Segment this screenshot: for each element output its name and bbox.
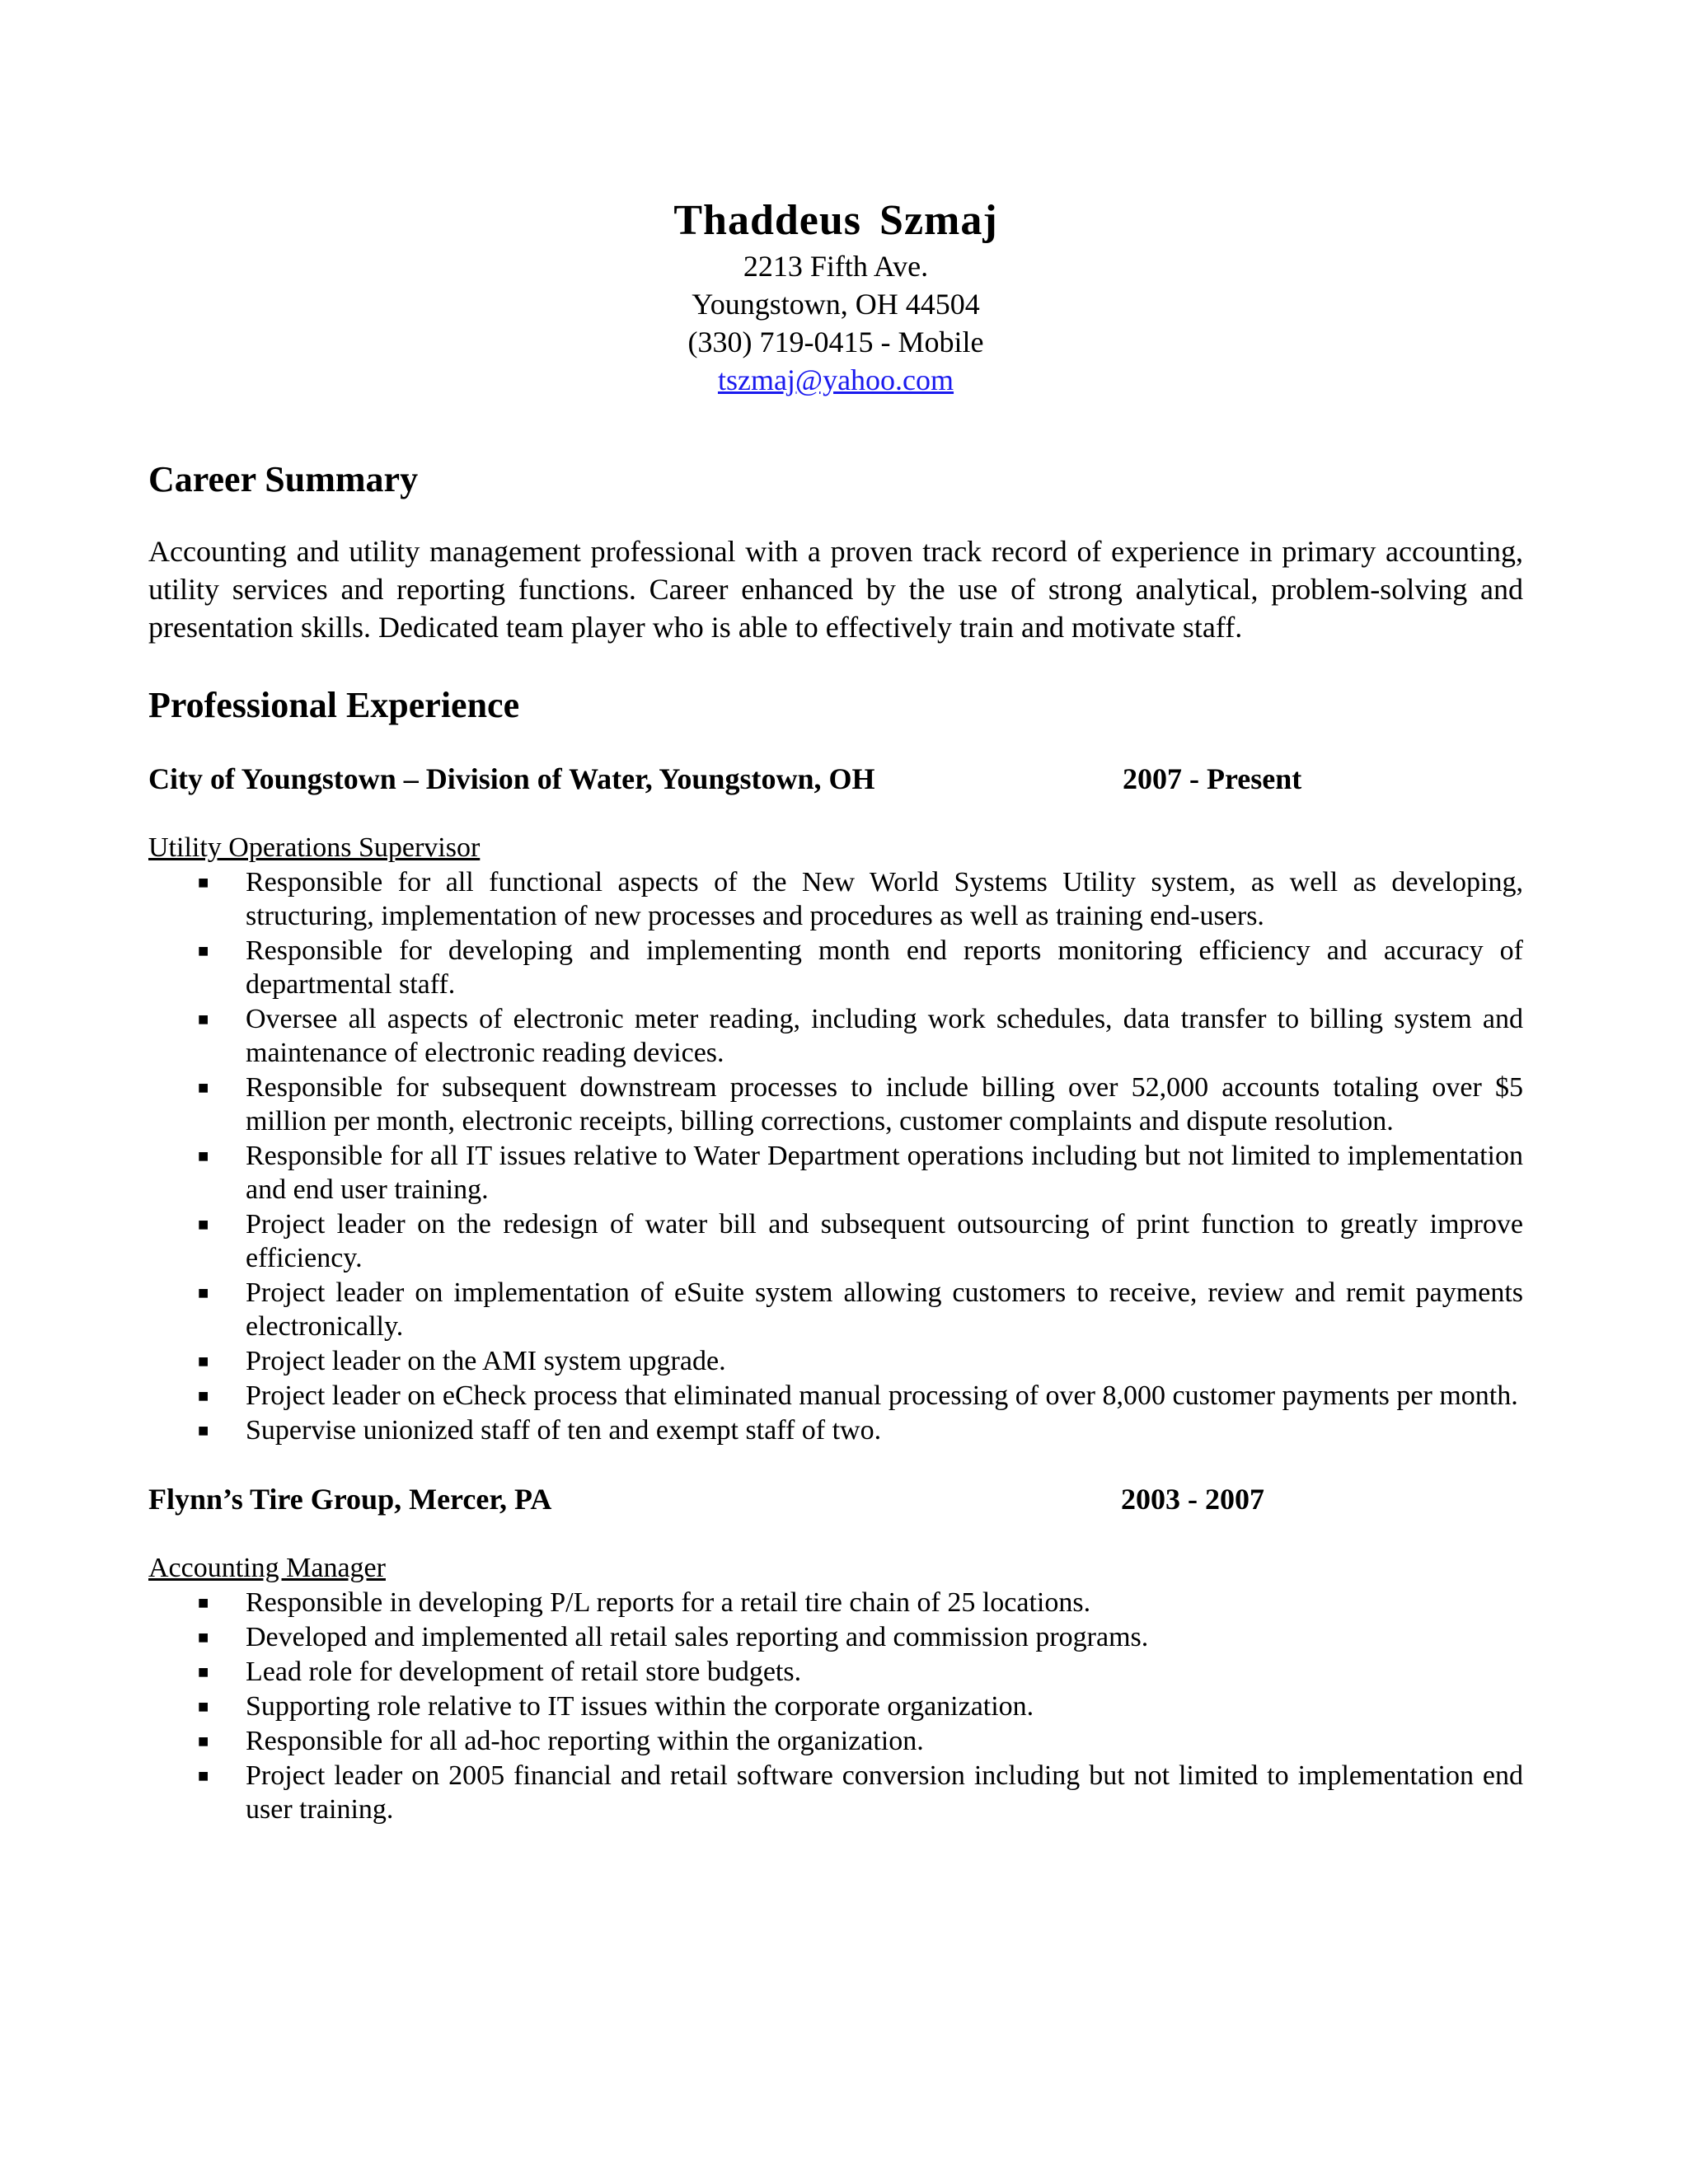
duty-text: Lead role for development of retail store budgets. [246, 1657, 802, 1687]
bullet-icon: ■ [198, 1765, 209, 1786]
bullet-icon: ■ [198, 872, 209, 893]
job-dates: 2007 - Present [1123, 762, 1302, 795]
job-employer: City of Youngstown – Division of Water, Youngstown, OH [148, 762, 875, 795]
duty-text: Responsible for all IT issues relative to Water Department operations including but not limited to implementation and end user training. [246, 1141, 1523, 1205]
job-dates: 2003 - 2007 [1121, 1483, 1264, 1516]
bullet-icon: ■ [198, 1627, 209, 1647]
bullet-icon: ■ [198, 1146, 209, 1166]
duty-text: Project leader on the AMI system upgrade. [246, 1346, 726, 1376]
duty-item [148, 1413, 1523, 1447]
duty-list [148, 865, 1523, 1447]
duty-item [148, 1071, 1523, 1138]
bullet-icon: ■ [198, 1661, 209, 1682]
duty-item [148, 865, 1523, 933]
duty-text: Project leader on implementation of eSuite system allowing customers to receive, review and remit payments electronically. [246, 1277, 1523, 1342]
duty-item [148, 1207, 1523, 1275]
professional-experience-heading: Professional Experience [148, 685, 520, 725]
duty-item [148, 1759, 1523, 1826]
bullet-icon: ■ [198, 1731, 209, 1751]
job-title: Accounting Manager [148, 1553, 386, 1583]
duty-item [148, 1139, 1523, 1207]
career-summary-heading: Career Summary [148, 459, 419, 499]
job-header [148, 760, 1523, 798]
duty-text: Supporting role relative to IT issues within the corporate organization. [246, 1691, 1034, 1722]
email-line [148, 361, 1523, 399]
duty-item [148, 934, 1523, 1001]
duty-text: Project leader on the redesign of water bill and subsequent outsourcing of print function to greatly improve efficiency. [246, 1209, 1523, 1273]
candidate-name: Thaddeus Szmaj [673, 197, 998, 244]
bullet-icon: ■ [198, 1696, 209, 1717]
job-entry [148, 1480, 1523, 1826]
address-line-1: 2213 Fifth Ave. [743, 250, 929, 283]
bullet-icon: ■ [198, 1009, 209, 1029]
duty-text: Responsible for subsequent downstream processes to include billing over 52,000 accounts totaling over $5 million per month, electronic receipts, billing corrections, customer complaints and dispute resolution. [246, 1072, 1523, 1137]
duty-text: Responsible for all ad-hoc reporting within the organization. [246, 1726, 924, 1756]
duty-text: Oversee all aspects of electronic meter reading, including work schedules, data transfer to billing system and maintenance of electronic reading devices. [246, 1004, 1523, 1068]
phone-number: (330) 719-0415 - Mobile [687, 326, 984, 359]
duty-item [148, 1620, 1523, 1654]
duty-text: Developed and implemented all retail sales reporting and commission programs. [246, 1622, 1149, 1652]
bullet-icon: ■ [198, 940, 209, 961]
duty-item [148, 1655, 1523, 1689]
duty-item [148, 1379, 1523, 1413]
duty-item [148, 1724, 1523, 1758]
duty-text: Project leader on eCheck process that eliminated manual processing of over 8,000 customer payments per month. [246, 1380, 1518, 1411]
duty-text: Responsible for developing and implementing month end reports monitoring efficiency and accuracy of departmental staff. [246, 935, 1523, 1000]
duty-item [148, 1586, 1523, 1619]
duty-item [148, 1344, 1523, 1378]
duty-text: Responsible in developing P/L reports for a retail tire chain of 25 locations. [246, 1587, 1091, 1618]
duty-item [148, 1002, 1523, 1070]
job-entry [148, 760, 1523, 1447]
email-link[interactable]: tszmaj@yahoo.com [717, 363, 954, 396]
duty-text: Responsible for all functional aspects of the New World Systems Utility system, as well as developing, structuring, implementation of new processes and procedures as well as training end-users. [246, 867, 1523, 931]
bullet-icon: ■ [198, 1385, 209, 1406]
duty-list [148, 1586, 1523, 1826]
job-employer: Flynn’s Tire Group, Mercer, PA [148, 1483, 552, 1516]
duty-text: Supervise unionized staff of ten and exempt staff of two. [246, 1415, 882, 1446]
career-summary-text: Accounting and utility management professional with a proven track record of experience in primary accounting, utility services and reporting functions. Career enhanced by the use of strong analytical, problem-solving and presentation skills. Dedicated team player who is able to effectively train and motivate staff. [148, 535, 1523, 644]
bullet-icon: ■ [198, 1420, 209, 1441]
duty-item [148, 1276, 1523, 1343]
bullet-icon: ■ [198, 1282, 209, 1303]
bullet-icon: ■ [198, 1214, 209, 1235]
duty-item [148, 1690, 1523, 1723]
bullet-icon: ■ [198, 1592, 209, 1613]
bullet-icon: ■ [198, 1351, 209, 1371]
bullet-icon: ■ [198, 1077, 209, 1098]
resume-header [148, 194, 1523, 399]
address-line-2: Youngstown, OH 44504 [692, 288, 980, 321]
job-title: Utility Operations Supervisor [148, 832, 481, 863]
duty-text: Project leader on 2005 financial and retail software conversion including but not limited to implementation end user training. [246, 1760, 1523, 1825]
job-header [148, 1480, 1523, 1518]
